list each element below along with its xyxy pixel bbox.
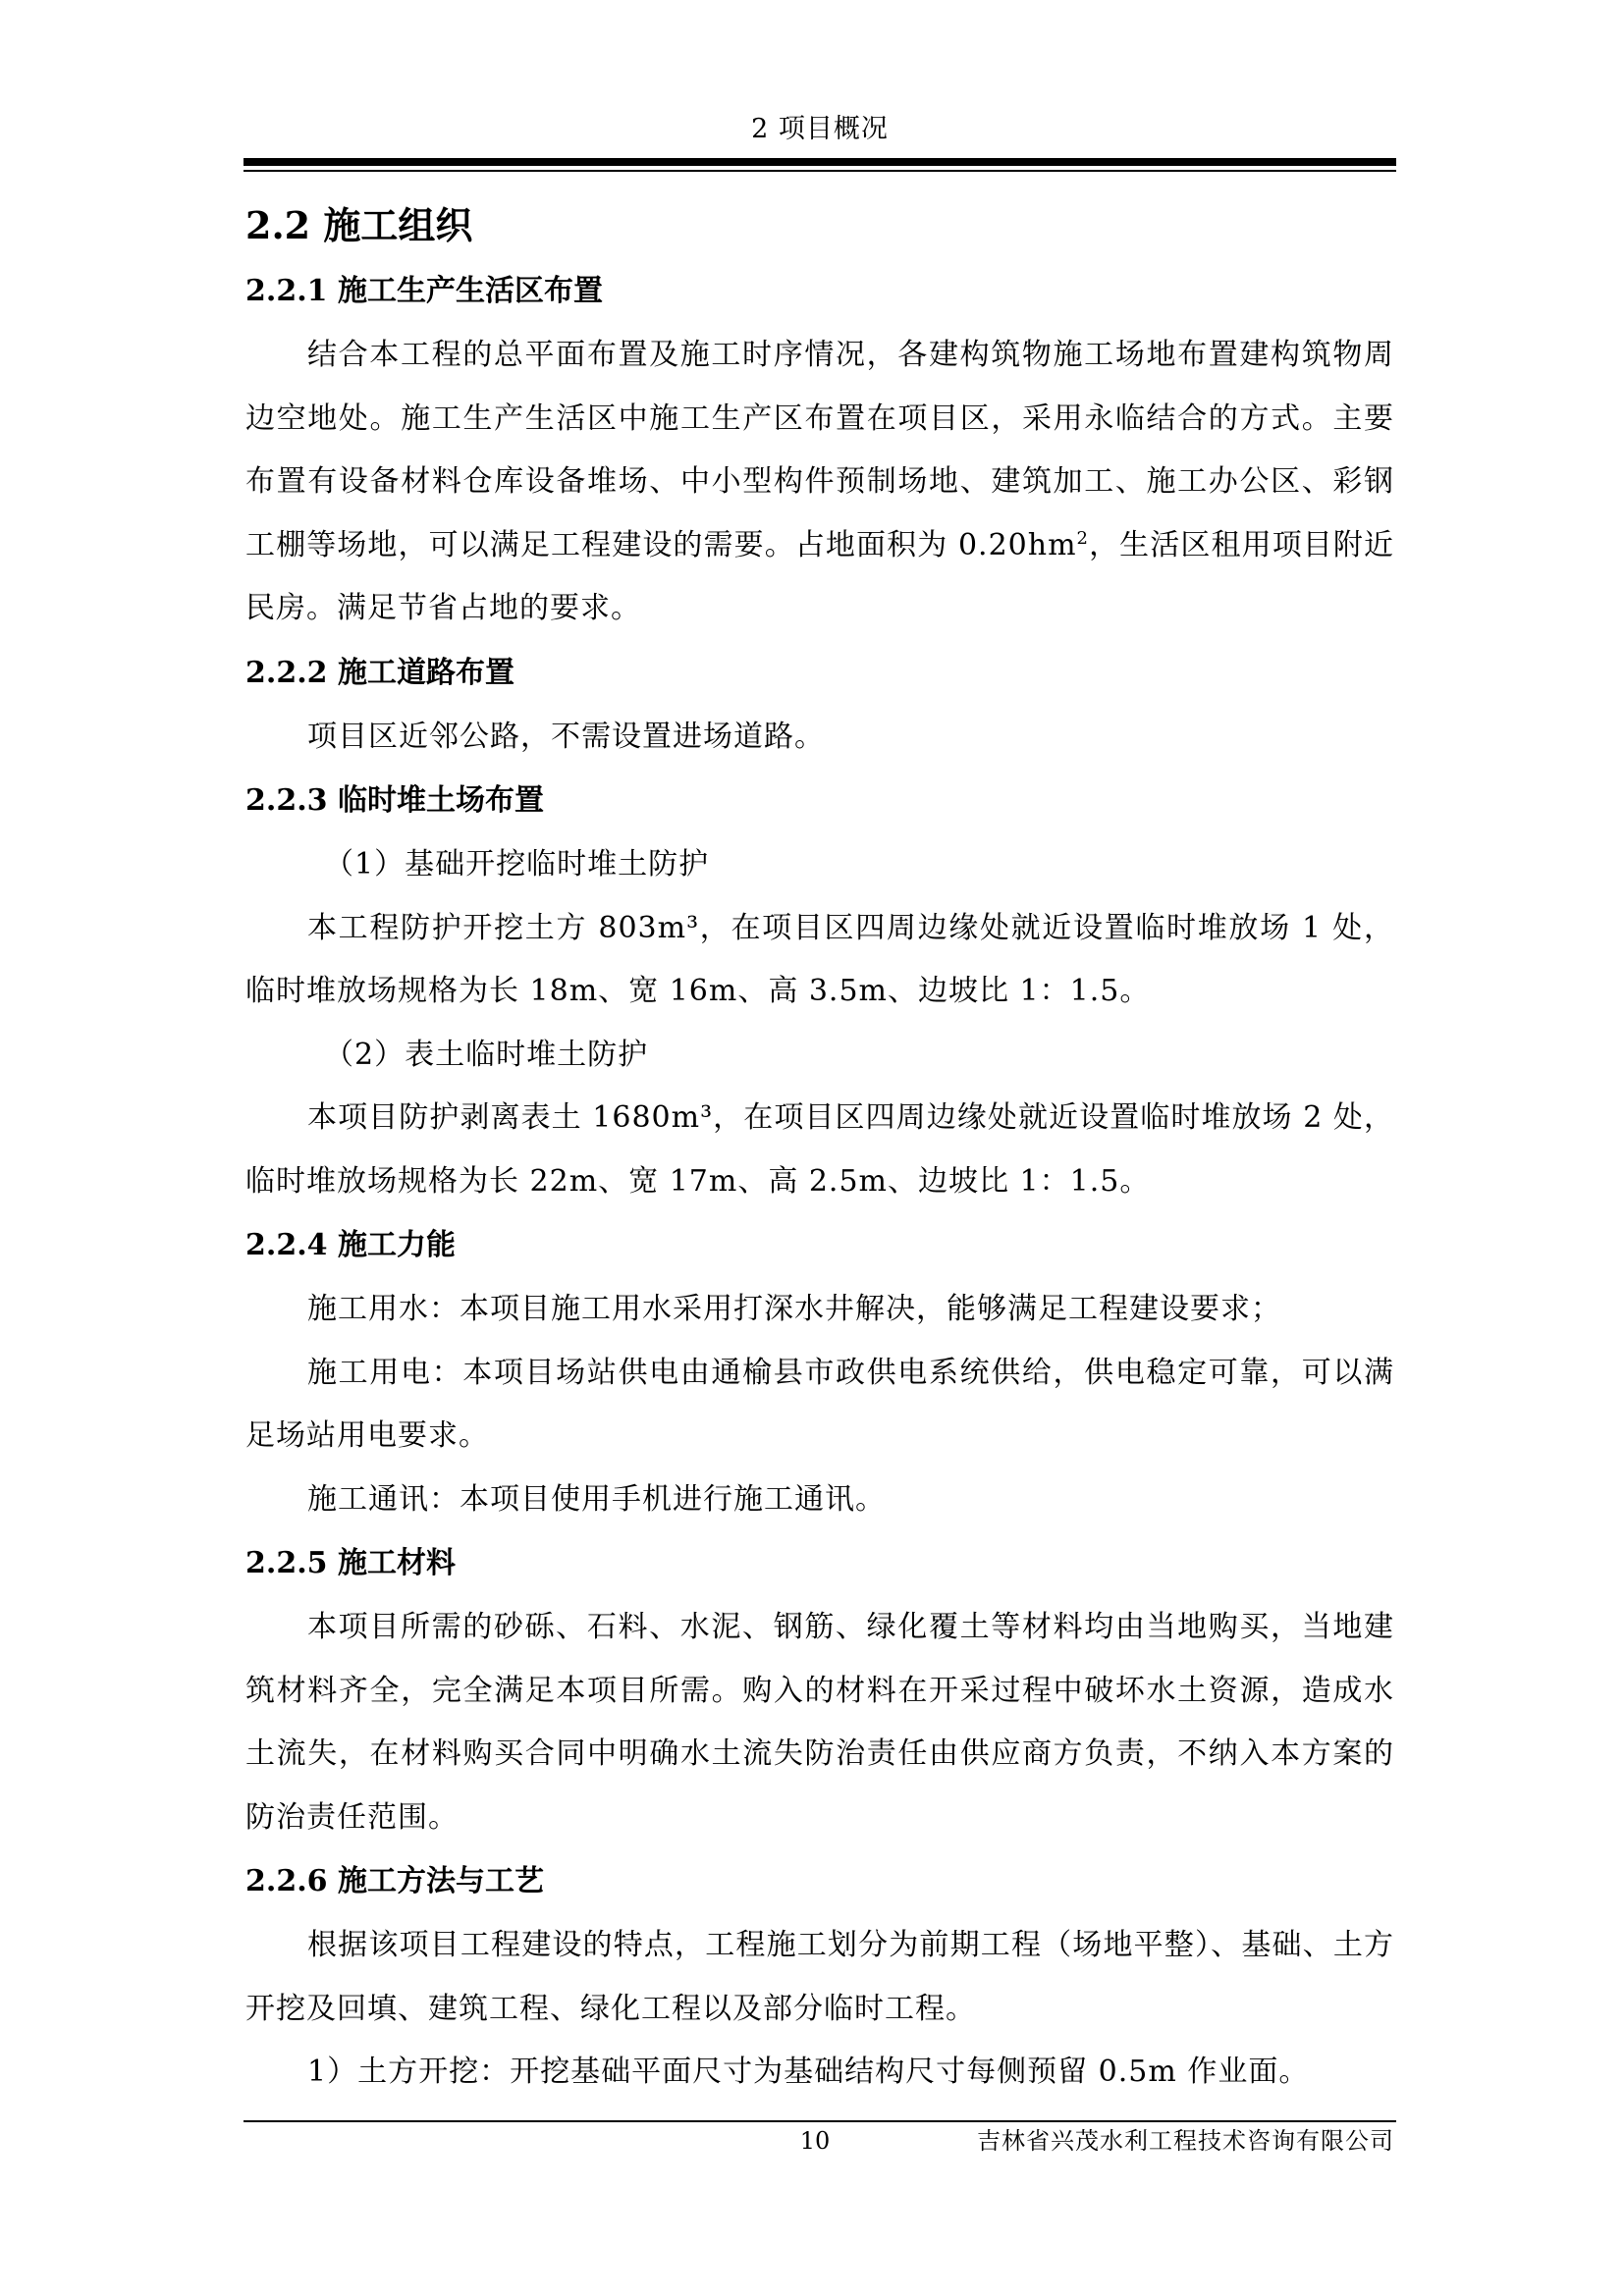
paragraph-road-layout: 项目区近邻公路，不需设置进场道路。 xyxy=(307,719,825,754)
list-item-foundation-stockpile: （1）基础开挖临时堆土防护 xyxy=(324,847,710,881)
subsection-heading-2-2-4: 2.2.4 施工力能 xyxy=(245,1228,456,1262)
header-rule-thick xyxy=(244,158,1396,166)
paragraph-text: ，生活区租用项目附近民房。满足节省占地的要求。 xyxy=(245,527,1394,625)
header-rule-thin xyxy=(244,170,1396,172)
paragraph-power-supply: 施工用电：本项目场站供电由通榆县市政供电系统供给，供电稳定可靠，可以满足场站用电要求。 xyxy=(245,1355,1394,1453)
paragraph-construction-phases: 根据该项目工程建设的特点，工程施工划分为前期工程（场地平整）、基础、土方开挖及回填、建筑工程、绿化工程以及部分临时工程。 xyxy=(245,1928,1394,2026)
subsection-heading-2-2-2: 2.2.2 施工道路布置 xyxy=(245,655,514,690)
paragraph-materials: 本项目所需的砂砾、石料、水泥、钢筋、绿化覆土等材料均由当地购买，当地建筑材料齐全，完全满足本项目所需。购入的材料在开采过程中破坏水土资源，造成水土流失，在材料购买合同中明确水土流失防治责任由供应商方负责，不纳入本方案的防治责任范围。 xyxy=(245,1610,1394,1835)
list-item-topsoil-stockpile: （2）表土临时堆土防护 xyxy=(324,1037,649,1072)
footer-rule xyxy=(244,2120,1396,2122)
superscript: 2 xyxy=(1076,527,1089,549)
paragraph-earth-excavation: 1）土方开挖：开挖基础平面尺寸为基础结构尺寸每侧预留 0.5m 作业面。 xyxy=(307,2055,1310,2089)
paragraph-water-supply: 施工用水：本项目施工用水采用打深水井解决，能够满足工程建设要求； xyxy=(307,1292,1281,1326)
paragraph-site-layout xyxy=(245,324,1394,641)
paragraph-foundation-stockpile: 本工程防护开挖土方 803m³，在项目区四周边缘处就近设置临时堆放场 1 处，临时堆放场规格为长 18m、宽 16m、高 3.5m、边坡比 1：1.5。 xyxy=(245,910,1394,1008)
paragraph-topsoil-stockpile: 本项目防护剥离表土 1680m³，在项目区四周边缘处就近设置临时堆放场 2 处，临时堆放场规格为长 22m、宽 17m、高 2.5m、边坡比 1：1.5。 xyxy=(245,1100,1394,1199)
paragraph-text: 结合本工程的总平面布置及施工时序情况，各建构筑物施工场地布置建构筑物周边空地处。施工生产生活区中施工生产区布置在项目区，采用永临结合的方式。主要布置有设备材料仓库设备堆场、中小型构件预制场地、建筑加工、施工办公区、彩钢工棚等场地，可以满足工程建设的需要。占地面积为 0.20hm xyxy=(245,338,1394,562)
running-header-title: 2 项目概况 xyxy=(751,114,889,144)
page-body xyxy=(245,192,1394,2105)
paragraph-communication: 施工通讯：本项目使用手机进行施工通讯。 xyxy=(307,1481,886,1517)
subsection-heading-2-2-3: 2.2.3 临时堆土场布置 xyxy=(245,783,544,818)
subsection-heading-2-2-1: 2.2.1 施工生产生活区布置 xyxy=(245,274,603,308)
page-number: 10 xyxy=(799,2127,831,2155)
section-heading: 2.2 施工组织 xyxy=(245,203,473,247)
subsection-heading-2-2-6: 2.2.6 施工方法与工艺 xyxy=(245,1864,544,1898)
footer-company-name: 吉林省兴茂水利工程技术咨询有限公司 xyxy=(977,2127,1394,2155)
subsection-heading-2-2-5: 2.2.5 施工材料 xyxy=(245,1546,456,1580)
